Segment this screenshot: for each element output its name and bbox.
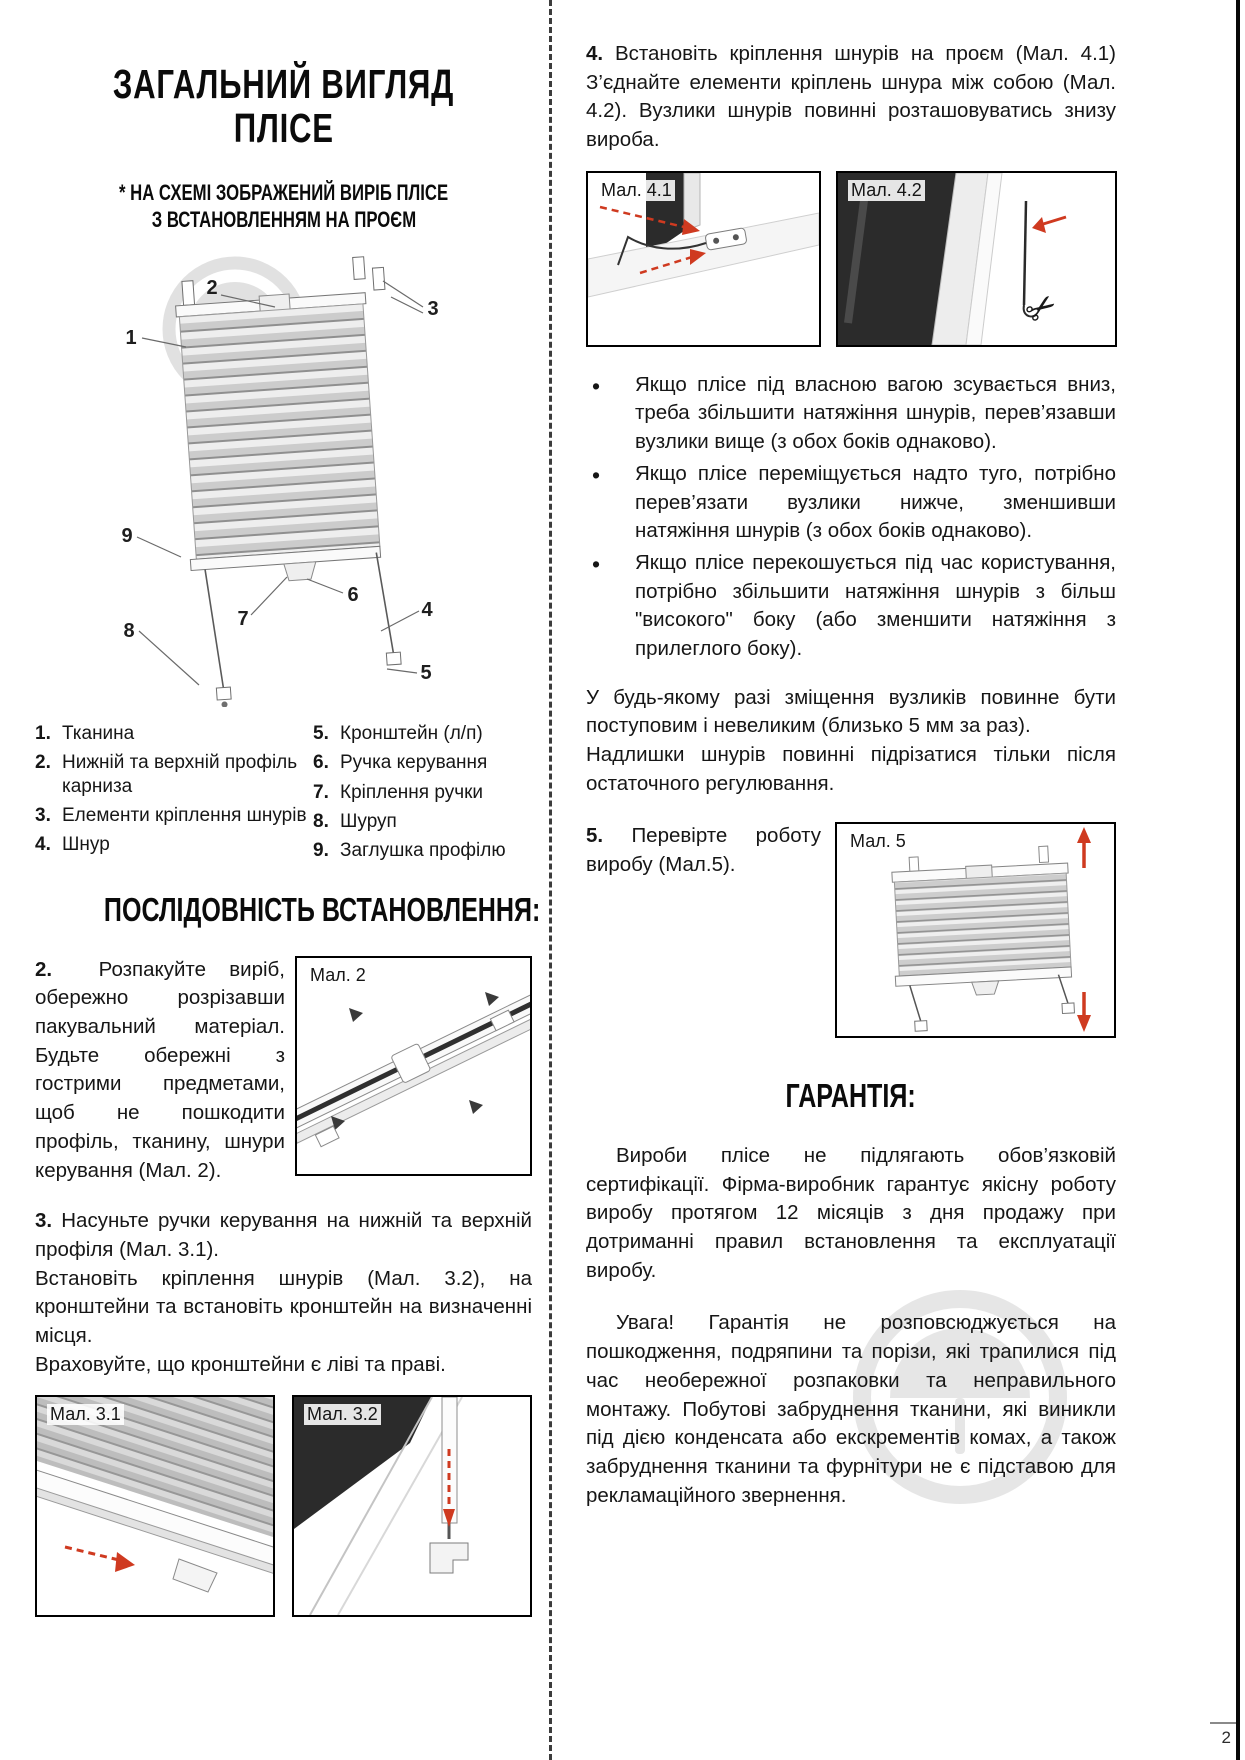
- page-title: [35, 63, 532, 151]
- note-text-2: Надлишки шнурів повинні підрізатися тільки після остаточного регулювання.: [586, 743, 1116, 795]
- list-item: • Якщо плісе перекошується під час користування, потрібно збільшити натяжіння шнурів з більш "високого" боку (або зменшити натяжіння з прилеглого боку).: [586, 549, 1116, 664]
- figure-2-drawing: [297, 958, 530, 1174]
- pleated-blind-diagram: [35, 237, 532, 707]
- figures-3-row: [35, 1395, 532, 1617]
- figure-4-1: [586, 171, 821, 347]
- page-number: 2: [1221, 1728, 1231, 1747]
- red-arrow-down-head: [1077, 1015, 1091, 1032]
- legend-item: 1. Тканина: [35, 723, 135, 745]
- figure-4-2: [836, 171, 1117, 347]
- legend: [35, 722, 532, 862]
- step-5-number: 5.: [586, 824, 604, 848]
- step-5: [586, 822, 1116, 1038]
- page-title-line1: ЗАГАЛЬНИЙ ВИГЛЯД: [112, 61, 455, 108]
- figure-5-drawing: [837, 824, 1114, 1036]
- note-text-1: У будь-якому разі зміщення вузликів повинне бути поступовим і невеликим (близько 5 мм за раз).: [586, 685, 1116, 738]
- legend-item: 9. Заглушка профілю: [313, 839, 506, 861]
- diagram-label-7: 7: [237, 608, 249, 631]
- diagram-label-4: 4: [421, 599, 433, 622]
- figure-3-2: [292, 1395, 532, 1617]
- step-3-text: Враховуйте, що кронштейни є ліві та праві.: [35, 1352, 446, 1376]
- figure-3-1-label: Мал. 3.1: [47, 1404, 124, 1425]
- list-item: • Якщо плісе переміщується надто туго, потрібно перев’язати вузлики нижче, зменшивши натяжіння шнурів (з обох боків однаково).: [586, 460, 1116, 546]
- diagram-label-9: 9: [121, 525, 133, 548]
- legend-item: 2. Нижній та верхній профіль карниза: [35, 752, 298, 797]
- warranty-paragraph-2: Увага! Гарантія не розповсюджується на пошкодження, подряпини та порізи, які трапилися під час необережної розпаковки та неправильного монтажу. Побутові забруднення тканини, які виникли під дією конденсата або екскрементів комах, а також забруднення тканини та фурнітури не є підставою для рекламаційного звернення.: [586, 1311, 1116, 1507]
- cord-line: [1024, 201, 1026, 305]
- step-3-number: 3.: [35, 1209, 53, 1233]
- legend-item: 3. Елементи кріплення шнурів: [35, 804, 307, 826]
- legend-column-1: [35, 722, 313, 862]
- scissors-icon: ✂: [1017, 282, 1066, 334]
- page-subtitle-line1: * НА СХЕМІ ЗОБРАЖЕНИЙ ВИРІБ ПЛІСЕ: [118, 179, 449, 205]
- red-arrow: [1040, 217, 1066, 225]
- warranty-paragraph-1: Вироби плісе не підлягають обов’язковій сертифікації. Фірма-виробник гарантує якісну роботу виробу протягом 12 місяців з дня продажу при дотриманні правил встановлення та експлуатації виробу.: [586, 1144, 1116, 1282]
- figure-3-2-drawing: [294, 1397, 530, 1615]
- step-2-text: 2. Розпакуйте виріб, обережно розрізавши пакувальний матеріал. Будьте обережні з гострими предметами, щоб не пошкодити профіль, тканину, шнури керування (Мал. 2).: [35, 957, 285, 1182]
- figure-2-label: Мал. 2: [307, 965, 369, 986]
- column-divider: [549, 0, 552, 1760]
- figure-3-1: [35, 1395, 275, 1617]
- left-column: [35, 36, 541, 1617]
- bracket-shape: [430, 1543, 468, 1573]
- adjustment-note: [586, 684, 1116, 799]
- step-5-text: 5. Перевірте роботу виробу (Мал.5).: [586, 824, 822, 877]
- figure-3-2-label: Мал. 3.2: [304, 1404, 381, 1425]
- adjustment-notes-list: [586, 371, 1116, 664]
- figure-5-label: Мал. 5: [847, 831, 909, 852]
- small-arrow-icon: [485, 992, 499, 1006]
- warranty-title: ГАРАНТІЯ:: [785, 1077, 917, 1115]
- small-arrow-icon: [349, 1008, 363, 1022]
- step-3: [35, 1207, 532, 1379]
- step-4-number: 4.: [586, 42, 604, 65]
- legend-item: 4. Шнур: [35, 833, 110, 855]
- red-arrow-up-head: [1077, 827, 1091, 843]
- diagram-label-3: 3: [427, 298, 439, 321]
- page-title-line2: ПЛІСЕ: [233, 105, 334, 152]
- step-2-number: 2.: [35, 957, 53, 981]
- legend-item: 8. Шуруп: [313, 810, 397, 832]
- figure-5: [835, 822, 1116, 1038]
- figures-4-row: [586, 171, 1116, 347]
- footer-tick: [1210, 1722, 1236, 1724]
- figure-3-1-drawing: [37, 1397, 273, 1615]
- section-title-installation: ПОСЛІДОВНІСТЬ ВСТАНОВЛЕННЯ:: [103, 891, 541, 929]
- figure-2: [295, 956, 532, 1176]
- diagram-label-2: 2: [206, 277, 218, 300]
- right-column: [586, 40, 1116, 1510]
- step-3-text: Встановіть кріплення шнурів (Мал. 3.2), на кронштейни та встановіть кронштейн на визначенні місця.: [35, 1266, 532, 1347]
- page-edge-line: [1236, 0, 1240, 1760]
- small-arrow-icon: [469, 1100, 483, 1114]
- red-arrow-head: [115, 1552, 135, 1572]
- overview-diagram: [35, 237, 532, 712]
- step-2: [35, 956, 532, 1186]
- step-3-text: 3. Насуньте ручки керування на нижній та верхній профіля (Мал. 3.1).: [35, 1209, 532, 1261]
- red-dashed-arrow: [65, 1547, 119, 1560]
- diagram-label-6: 6: [347, 584, 359, 607]
- diagram-label-8: 8: [123, 620, 135, 643]
- red-arrow-head: [1032, 217, 1046, 233]
- legend-item: 7. Кріплення ручки: [313, 781, 484, 803]
- diagram-label-1: 1: [125, 327, 137, 350]
- legend-column-2: [313, 722, 532, 862]
- diagram-label-5: 5: [420, 662, 432, 685]
- page-subtitle-line2: З ВСТАНОВЛЕННЯМ НА ПРОЄМ: [151, 206, 416, 232]
- page-subtitle: [35, 179, 532, 234]
- step-4-text: 4. Встановіть кріплення шнурів на проєм (Мал. 4.1) З’єднайте елементи кріплень шнура між собою (Мал. 4.2). Вузлики шнурів повинні розташовуватись знизу вироба.: [586, 42, 1117, 152]
- legend-item: 5. Кронштейн (л/п): [313, 723, 483, 745]
- blind-drawing: [170, 256, 413, 708]
- legend-item: 6. Ручка керування: [313, 752, 488, 774]
- figure-4-2-label: Мал. 4.2: [848, 180, 925, 201]
- list-item: • Якщо плісе під власною вагою зсувається вниз, треба збільшити натяжіння шнурів, перев’язавши вузлики вище (з обох боків однаково).: [586, 371, 1116, 457]
- figure-4-1-label: Мал. 4.1: [598, 180, 675, 201]
